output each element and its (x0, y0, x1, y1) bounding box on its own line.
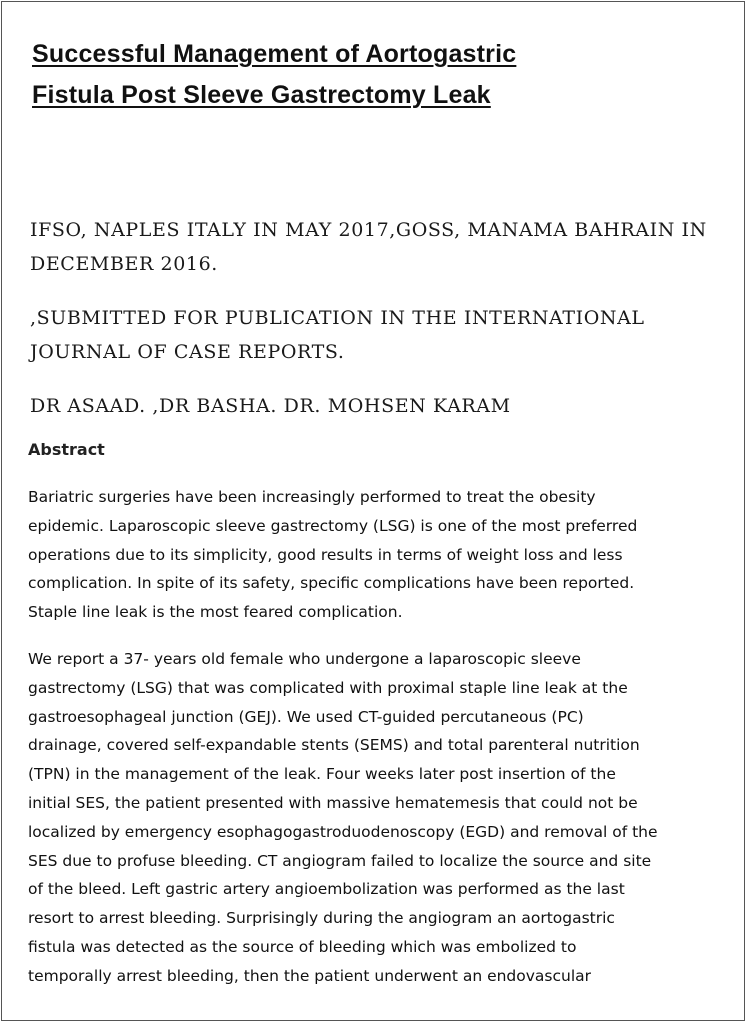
author-list (30, 389, 511, 423)
title-line: Fistula Post Sleeve Gastrectomy Leak (32, 81, 491, 109)
submission-line: JOURNAL OF CASE REPORTS. (30, 341, 345, 363)
document-title (32, 34, 516, 116)
text-line: We report a 37- years old female who undergone a laparoscopic sleeve (28, 650, 581, 668)
conference-info (30, 213, 707, 281)
authors-line: DR ASAAD. ,DR BASHA. DR. MOHSEN KARAM (30, 395, 511, 417)
text-line: gastrectomy (LSG) that was complicated with proximal staple line leak at the (28, 678, 628, 697)
conference-line: IFSO, NAPLES ITALY IN MAY 2017,GOSS, MANAMA BAHRAIN IN (30, 219, 707, 241)
text-line: epidemic. Laparoscopic sleeve gastrectomy (LSG) is one of the most preferred (28, 516, 638, 535)
text-line: (TPN) in the management of the leak. Four weeks later post insertion of the (28, 765, 616, 784)
title-line: Successful Management of Aortogastric (32, 40, 517, 68)
abstract-paragraph-2 (28, 645, 658, 991)
text-line: gastroesophageal junction (GEJ). We used CT-guided percutaneous (PC) (28, 707, 584, 726)
text-line: SES due to profuse bleeding. CT angiogram failed to localize the source and site (28, 851, 652, 870)
text-line: resort to arrest bleeding. Surprisingly during the angiogram an aortogastric (28, 909, 615, 928)
text-line: Staple line leak is the most feared complication. (28, 603, 403, 622)
text-line: Bariatric surgeries have been increasingly performed to treat the obesity (28, 488, 596, 506)
submission-note (30, 301, 645, 369)
conference-line: DECEMBER 2016. (30, 253, 218, 275)
text-line: localized by emergency esophagogastroduodenoscopy (EGD) and removal of the (28, 822, 658, 841)
text-line: drainage, covered self-expandable stents (SEMS) and total parenteral nutrition (28, 736, 640, 755)
submission-line: ,SUBMITTED FOR PUBLICATION IN THE INTERNATIONAL (30, 307, 645, 329)
text-line: temporally arrest bleeding, then the patient underwent an endovascular (28, 966, 592, 985)
text-line: of the bleed. Left gastric artery angioembolization was performed as the last (28, 880, 625, 899)
abstract-paragraph-1 (28, 483, 637, 627)
text-line: fistula was detected as the source of bleeding which was embolized to (28, 937, 577, 956)
text-line: operations due to its simplicity, good results in terms of weight loss and less (28, 545, 623, 564)
abstract-heading: Abstract (28, 440, 105, 459)
text-line: complication. In spite of its safety, specific complications have been reported. (28, 574, 635, 593)
text-line: initial SES, the patient presented with massive hematemesis that could not be (28, 793, 638, 812)
